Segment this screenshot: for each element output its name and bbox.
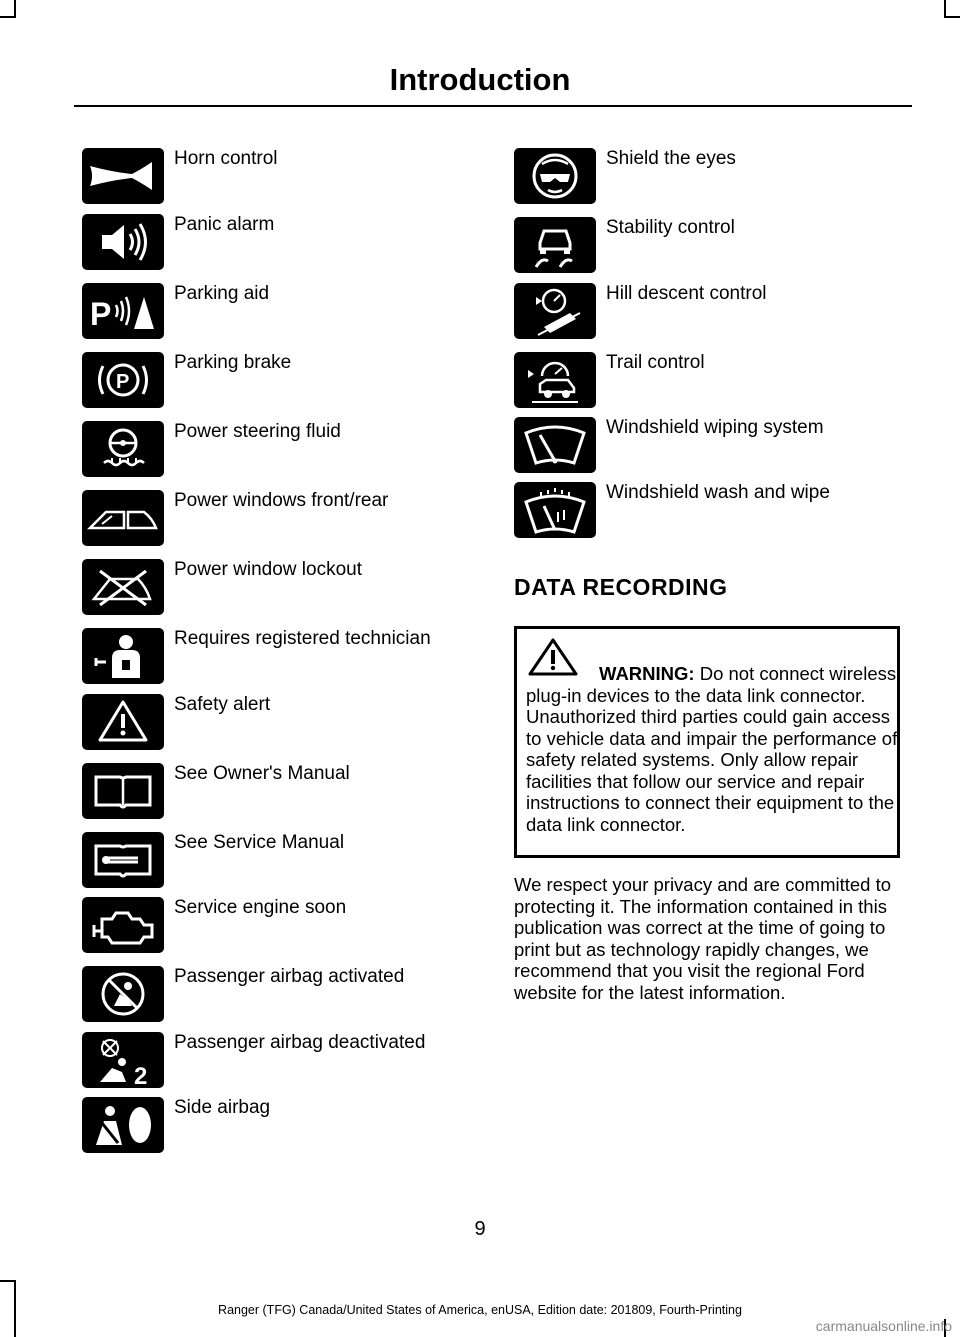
symbol-label: Horn control [174, 148, 278, 169]
warning-box [514, 626, 900, 858]
symbol-label: See Service Manual [174, 832, 345, 853]
airbag-activated-icon [82, 966, 164, 1022]
window-lockout-icon [82, 559, 164, 615]
privacy-paragraph: We respect your privacy and are committed to protecting it. The information contained in this publication was correct at the time of going to print but as technology rapidly changes, we recommend that you visit the regional Ford website for the latest information. [514, 874, 892, 1003]
warning-text [526, 663, 902, 835]
symbol-label: Stability control [606, 217, 735, 238]
edition-footer: Ranger (TFG) Canada/United States of America, enUSA, Edition date: 201809, Fourth-Printing [218, 1303, 742, 1317]
crop-mark [944, 16, 960, 18]
parking-brake-icon [82, 352, 164, 408]
hill-descent-icon [514, 283, 596, 339]
crop-mark [0, 1280, 16, 1282]
title-divider [74, 105, 912, 107]
parking-aid-icon [82, 283, 164, 339]
symbol-label: Parking brake [174, 352, 292, 373]
power-window-icon [82, 490, 164, 546]
warning-label: WARNING: [599, 663, 695, 684]
symbol-label: Shield the eyes [606, 148, 736, 169]
symbol-label: Hill descent control [606, 283, 767, 304]
symbol-label: Panic alarm [174, 214, 275, 235]
page-title: Introduction [389, 62, 571, 97]
page-number: 9 [474, 1218, 486, 1240]
steering-fluid-icon [82, 421, 164, 477]
trail-control-icon [514, 352, 596, 408]
warning-triangle-icon [82, 694, 164, 750]
symbol-label: Power windows front/rear [174, 490, 389, 511]
symbol-label: Parking aid [174, 283, 270, 304]
engine-icon [82, 897, 164, 953]
airbag-deactivated-icon [82, 1032, 164, 1088]
technician-icon [82, 628, 164, 684]
warning-body: Do not connect wireless plug-in devices to the data link connector. Unauthorized third parties could gain access to vehicle data and impair the performance of safety related systems. Only allow repair facilities that follow our service and repair instructions to connect their equipment to the data link connector. [526, 663, 898, 835]
symbol-label: Power steering fluid [174, 421, 341, 442]
svg-text:P: P [116, 371, 130, 393]
symbol-label: Side airbag [174, 1097, 271, 1118]
open-book-icon [82, 763, 164, 819]
stability-control-icon [514, 217, 596, 273]
symbol-label: Service engine soon [174, 897, 347, 918]
symbol-label: Windshield wash and wipe [606, 482, 830, 503]
watermark: carmanualsonline.info [815, 1318, 952, 1334]
symbol-label: Requires registered technician [174, 628, 431, 649]
goggles-face-icon [514, 148, 596, 204]
symbol-label: Passenger airbag deactivated [174, 1032, 426, 1053]
speaker-icon [82, 214, 164, 270]
symbol-label: Trail control [606, 352, 705, 373]
horn-icon [82, 148, 164, 204]
symbol-label: Passenger airbag activated [174, 966, 405, 987]
crop-mark [0, 16, 16, 18]
wash-wipe-icon [514, 482, 596, 538]
wiper-icon [514, 417, 596, 473]
symbol-label: Windshield wiping system [606, 417, 824, 438]
svg-text:2: 2 [134, 1063, 148, 1088]
symbol-label: Power window lockout [174, 559, 362, 580]
symbol-label: See Owner's Manual [174, 763, 350, 784]
svg-text:P: P [90, 296, 112, 332]
side-airbag-icon [82, 1097, 164, 1153]
symbol-label: Safety alert [174, 694, 271, 715]
section-heading: DATA RECORDING [514, 574, 728, 600]
service-manual-icon [82, 832, 164, 888]
